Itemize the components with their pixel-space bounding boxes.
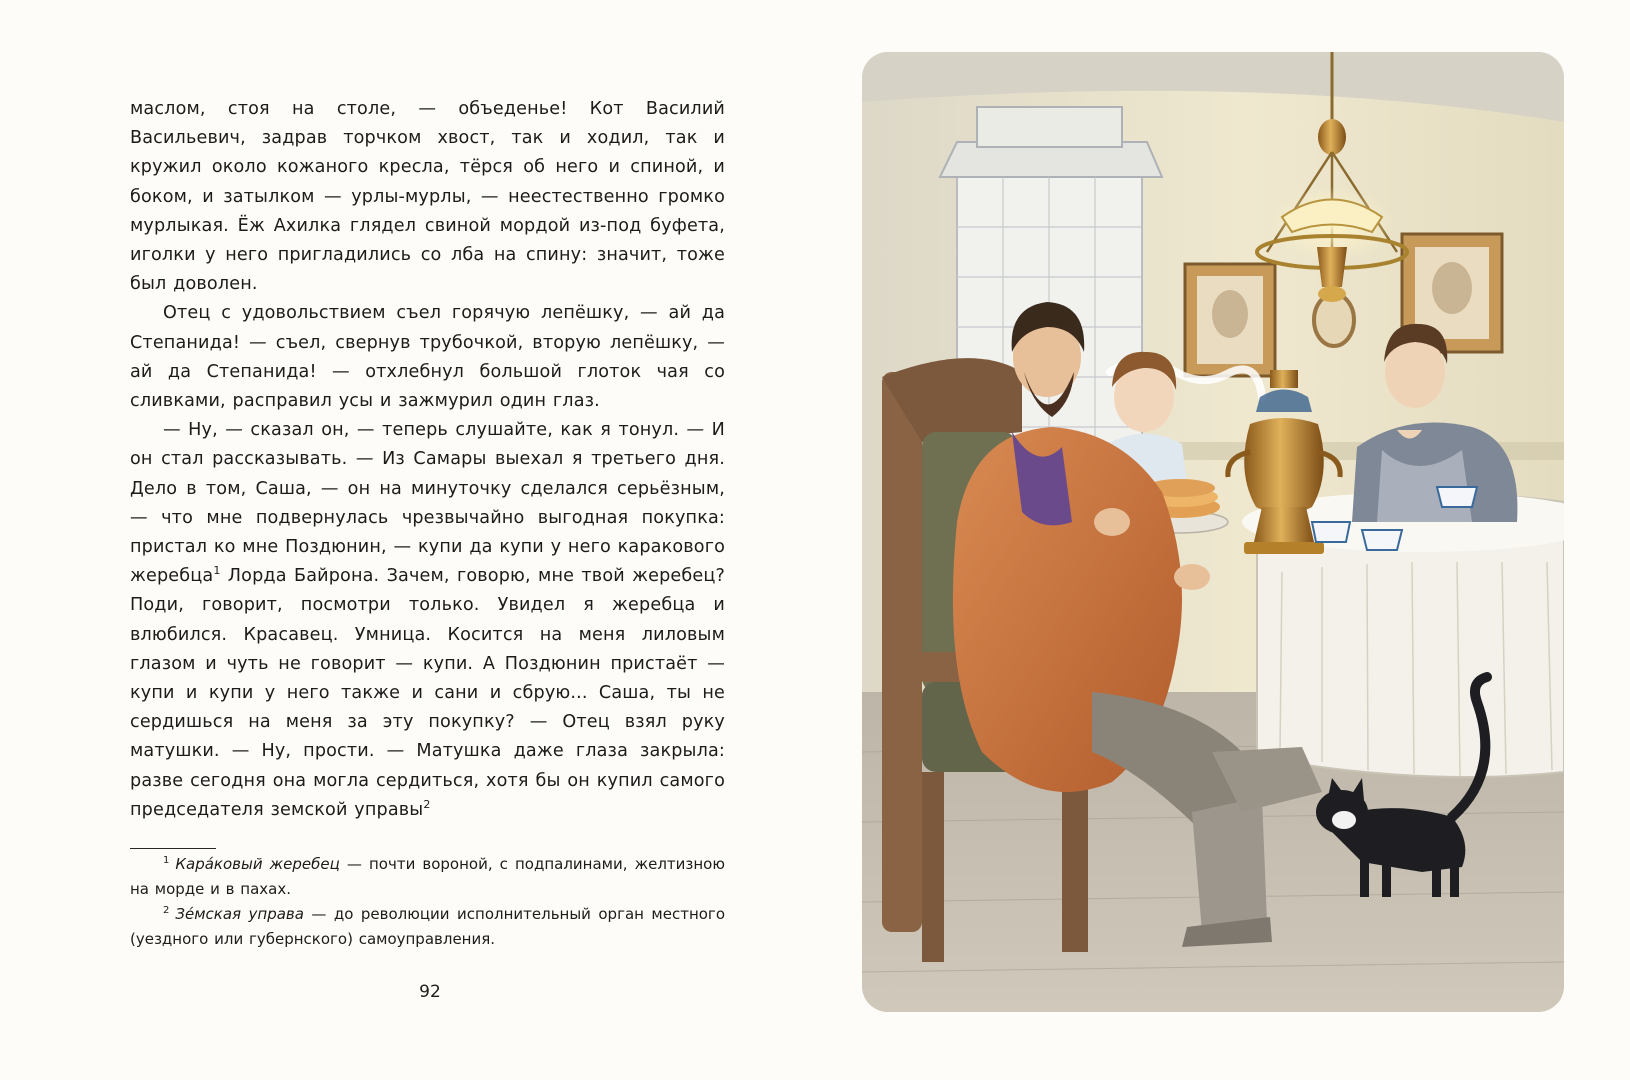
footnotes <box>130 852 725 952</box>
paragraph-text: маслом, стоя на столе, — объеденье! Кот Василий Васильевич, задрав торчком хвост, так и ходил, так и кружил около кожаного кресла, тёрся об него и спиной, и боком, и затылком — урлы-мурлы, — неестественно громко мурлыкая. Ёж Ахилка глядел свиной мордой из-под буфета, иголки у него пригладились со лба на спину: значит, тоже был доволен. <box>130 99 725 295</box>
footnote-text: — почти вороной, с подпалинами, желтизною на морде и в пахах. <box>130 855 725 898</box>
footnote-term: Зе́мская управа <box>175 905 304 923</box>
footnote-reference: 1 <box>213 564 221 578</box>
paragraph <box>130 299 725 416</box>
illustration-tea-party <box>862 52 1564 1012</box>
page-number: 92 <box>419 982 441 1002</box>
illustration-svg <box>862 52 1564 1012</box>
footnote-divider <box>130 848 216 849</box>
footnote-1 <box>130 852 725 902</box>
footnote-2 <box>130 902 725 952</box>
paragraph-text: Отец с удовольствием съел горячую лепёшку, — ай да Степанида! — съел, свернув трубочкой, вторую лепёшку, — ай да Степанида! — отхлебнул большой глоток чая со сливками, расправил усы и зажмурил один глаз. <box>130 303 725 412</box>
footnote-text: — до революции исполнительный орган местного (уездного или губернского) самоуправления. <box>130 905 725 948</box>
paragraph-text: Лорда Байрона. Зачем, говорю, мне твой жеребец? Поди, говорит, посмотри только. Увидел я жеребца и влюбился. Красавец. Умница. Косится на меня лиловым глазом и чуть не говорит — купи. А Поздюнин пристаёт — купи и купи у него также и сани и сбрую... Саша, ты не сердишься на меня за эту покупку? — Отец взял руку матушки. — Ну, прости. — Матушка даже глаза закрыла: разве сегодня она могла сердиться, хотя бы он купил самого председателя земской управы <box>130 566 725 820</box>
footnote-mark: 1 <box>163 855 170 866</box>
paragraph <box>130 95 725 299</box>
framed-portrait-left <box>1185 264 1275 376</box>
paragraph <box>130 416 725 825</box>
footnote-term: Кара́ковый жеребец <box>175 855 340 873</box>
footnote-reference: 2 <box>423 797 431 811</box>
left-page-text <box>130 95 725 825</box>
paragraph-text: — Ну, — сказал он, — теперь слушайте, как я тонул. — И он стал рассказывать. — Из Самары выехал я третьего дня. Дело в том, Саша, — он на минуточку сделался серьёзным, — что мне подвернулась чрезвычайно выгодная покупка: пристал ко мне Поздюнин, — купи да купи у него каракового жеребца <box>130 420 726 587</box>
footnote-mark: 2 <box>163 905 170 916</box>
